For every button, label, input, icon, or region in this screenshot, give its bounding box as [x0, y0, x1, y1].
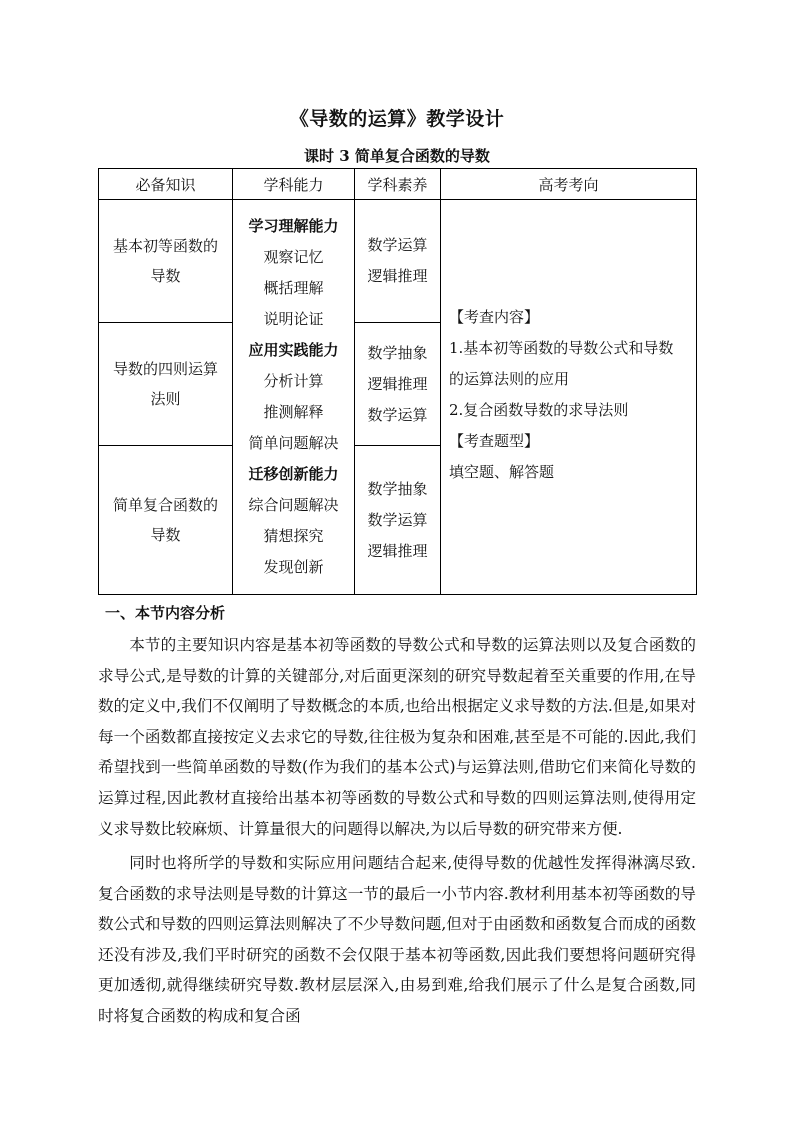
lesson-subtitle: 课时 3 简单复合函数的导数 [304, 147, 490, 165]
literacy-item: 数学抽象 [367, 343, 428, 362]
knowledge-cell [99, 200, 233, 323]
literacy-cell [355, 323, 441, 446]
table-header-row [99, 169, 697, 200]
knowledge-line: 导数的四则运算 [112, 360, 218, 378]
ability-category: 应用实践能力 [248, 341, 339, 359]
knowledge-line: 基本初等函数的 [112, 237, 218, 255]
paragraph-1: 本节的主要知识内容是基本初等函数的导数公式和导数的运算法则以及复合函数的求导公式,是导数的计算的关键部分,对后面更深刻的研究导数起着至关重要的作用,在导数的定义中,我们不仅阐明了导数概念的本质,也给出根据定义求导数的方法.但是,如果对每一个函数都直接按定义去求它的导数,往往极为复杂和困难,甚至是不可能的.因此,我们希望找到一些简单函数的导数(作为我们的基本公式)与运算法则,借助它们来简化导数的运算过程,因此教材直接给出基本初等函数的导数公式和导数的四则运算法则,使得用定义求导数比较麻烦、计算量很大的问题得以解决,为以后导数的研究带来方便. [98, 636, 696, 838]
table-row [99, 200, 697, 323]
exam-label-type: 【考查题型】 [449, 432, 540, 450]
ability-item: 推测解释 [263, 403, 324, 421]
ability-item: 发现创新 [263, 558, 324, 576]
ability-item: 猜想探究 [263, 527, 324, 545]
exam-direction-cell [441, 200, 697, 595]
knowledge-line: 简单复合函数的 [112, 496, 218, 514]
literacy-item: 逻辑推理 [367, 541, 428, 560]
ability-cell [233, 200, 355, 595]
ability-item: 概括理解 [263, 279, 324, 297]
literacy-item: 数学运算 [367, 510, 428, 529]
header-knowledge: 必备知识 [99, 169, 233, 200]
ability-item: 观察记忆 [263, 248, 324, 266]
header-literacy: 学科素养 [355, 169, 441, 200]
literacy-item: 数学抽象 [367, 479, 428, 498]
header-exam: 高考考向 [441, 169, 697, 200]
knowledge-cell [99, 323, 233, 446]
literacy-item: 数学运算 [367, 405, 428, 424]
exam-item: 1.基本初等函数的导数公式和导数的运算法则的应用 [449, 339, 674, 388]
ability-category: 学习理解能力 [248, 217, 339, 235]
ability-item: 综合问题解决 [248, 496, 339, 514]
ability-item: 分析计算 [263, 372, 324, 390]
exam-item: 填空题、解答题 [449, 463, 555, 481]
knowledge-cell [99, 446, 233, 595]
knowledge-line: 法则 [150, 390, 181, 408]
ability-category: 迁移创新能力 [248, 465, 339, 483]
literacy-item: 逻辑推理 [367, 374, 428, 393]
knowledge-line: 导数 [150, 526, 181, 544]
literacy-item: 数学运算 [367, 236, 428, 254]
literacy-cell [355, 200, 441, 323]
lesson-overview-table [98, 168, 697, 595]
header-ability: 学科能力 [233, 169, 355, 200]
knowledge-line: 导数 [150, 267, 181, 285]
ability-item: 说明论证 [263, 310, 324, 328]
literacy-cell [355, 446, 441, 595]
exam-label-content: 【考查内容】 [449, 308, 540, 326]
paragraph-2: 同时也将所学的导数和实际应用问题结合起来,使得导数的优越性发挥得淋漓尽致.复合函数的求导法则是导数的计算这一节的最后一小节内容.教材利用基本初等函数的导数公式和导数的四则运算法则解决了不少导数问题,但对于由函数和函数复合而成的函数还没有涉及,我们平时研究的函数不会仅限于基本初等函数,因此我们要想将问题研究得更加透彻,就得继续研究导数.教材层层深入,由易到难,给我们展示了什么是复合函数,同时将复合函数的构成和复合函 [98, 854, 696, 1025]
section-heading: 一、本节内容分析 [105, 604, 226, 622]
exam-item: 2.复合函数导数的求导法则 [449, 401, 629, 419]
ability-item: 简单问题解决 [248, 434, 339, 452]
document-title: 《导数的运算》教学设计 [289, 108, 505, 130]
literacy-item: 逻辑推理 [367, 267, 428, 285]
